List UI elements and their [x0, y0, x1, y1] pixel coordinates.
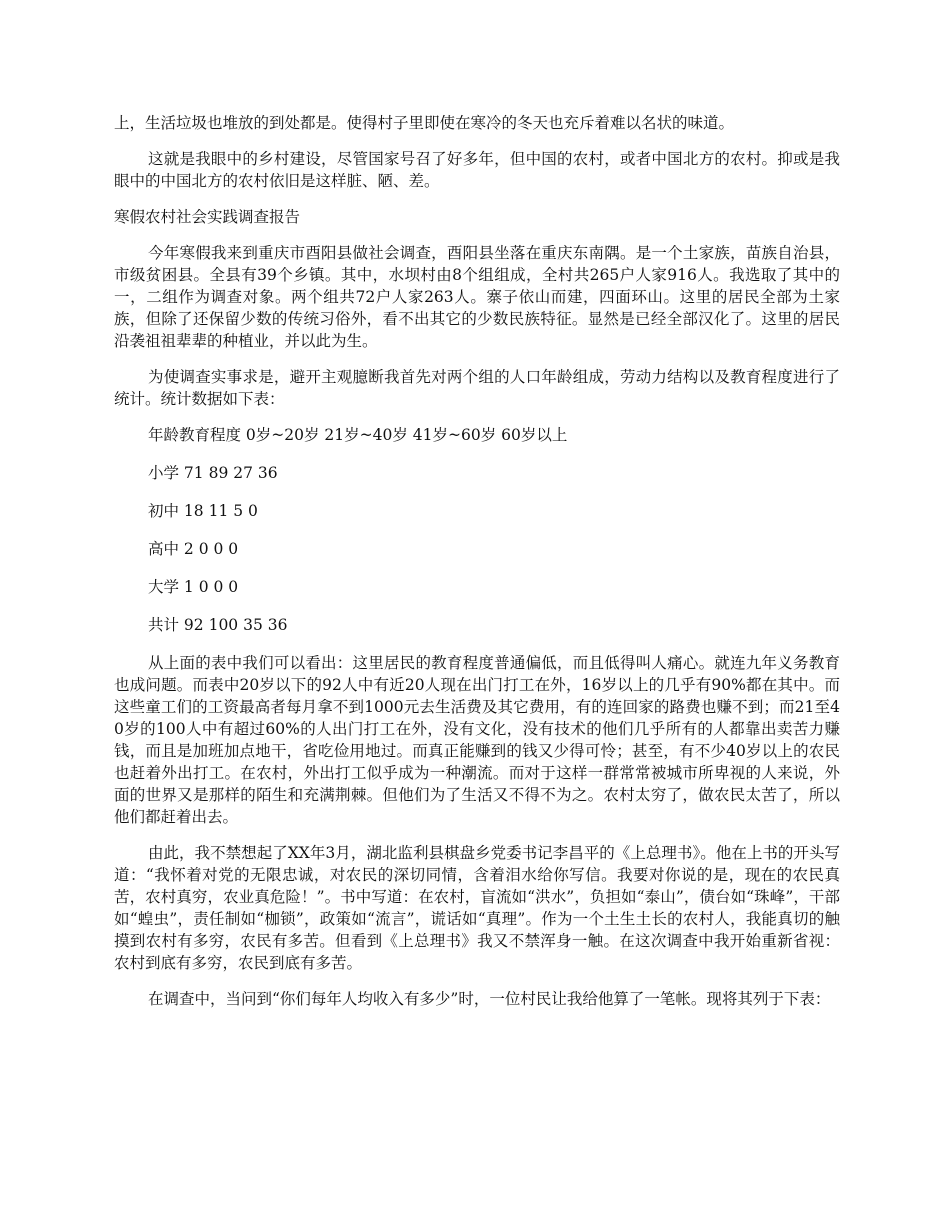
section-title: 寒假农村社会实践调查报告 [114, 208, 301, 226]
paragraph-analysis: 从上面的表中我们可以看出：这里居民的教育程度普通偏低，而且低得叫人痛心。就连九年义务教育也成问题。而表中20岁以下的92人中有近20人现在出门打工在外，16岁以上的几乎有90%都在其中。而这些童工们的工资最高者每月拿不到1000元去生活费及其它费用，有的连回家的路费也赚不到；而21至40岁的100人中有超过60%的人出门打工在外，没有文化，没有技术的他们几乎所有的人都靠出卖苦力赚钱，而且是加班加点地干，省吃俭用地过。而真正能赚到的钱又少得可怜；甚至，有不少40岁以上的农民也赶着外出打工。在农村，外出打工似乎成为一种潮流。而对于这样一群常常被城市所卑视的人来说，外面的世界又是那样的陌生和充满荆棘。但他们为了生活又不得不为之。农村太穷了，做农民太苦了，所以他们都赶着出去。 [114, 654, 840, 826]
table-row: 高中 2 0 0 0 [148, 540, 239, 558]
statistics-table [114, 424, 840, 636]
table-row: 大学 1 0 0 0 [148, 578, 239, 596]
table-row: 小学 71 89 27 36 [148, 464, 278, 482]
table-row: 年龄教育程度 0岁~20岁 21岁~40岁 41岁~60岁 60岁以上 [148, 426, 568, 444]
document-page [114, 112, 840, 1024]
paragraph-survey-location: 今年寒假我来到重庆市酉阳县做社会调查，酉阳县坐落在重庆东南隅。是一个土家族，苗族自治县，市级贫困县。全县有39个乡镇。其中，水坝村由8个组组成，全村共265户人家916人。我选取了其中的一，二组作为调查对象。两个组共72户人家263人。寨子依山而建，四面环山。这里的居民全部为土家族，但除了还保留少数的传统习俗外，看不出其它的少数民族特征。显然是已经全部汉化了。这里的居民沿袭祖祖辈辈的种植业，并以此为生。 [114, 244, 840, 350]
paragraph-income-question: 在调查中，当问到“你们每年人均收入有多少”时，一位村民让我给他算了一笔帐。现将其列于下表： [148, 990, 831, 1008]
paragraph-top: 上，生活垃圾也堆放的到处都是。使得村子里即使在寒冷的冬天也充斥着难以名状的味道。 [114, 114, 735, 132]
paragraph-letter-to-premier: 由此，我不禁想起了XX年3月，湖北监利县棋盘乡党委书记李昌平的《上总理书》。他在上书的开头写道：“我怀着对党的无限忠诚，对农民的深切同情，含着泪水给你写信。我要对你说的是，现在的农民真苦，农村真穷，农业真危险！”。书中写道：在农村，盲流如“洪水”，负担如“泰山”，债台如“珠峰”，干部如“蝗虫”，责任制如“枷锁”，政策如“流言”，谎话如“真理”。作为一个土生土长的农村人，我能真切的触摸到农村有多穷，农民有多苦。但看到《上总理书》我又不禁浑身一触。在这次调查中我开始重新省视：农村到底有多穷，农民到底有多苦。 [114, 844, 840, 972]
table-row: 共计 92 100 35 36 [148, 616, 288, 634]
paragraph-village-construction: 这就是我眼中的乡村建设，尽管国家号召了好多年，但中国的农村，或者中国北方的农村。抑或是我眼中的中国北方的农村依旧是这样脏、陋、差。 [114, 150, 840, 190]
paragraph-survey-method: 为使调查实事求是，避开主观臆断我首先对两个组的人口年龄组成，劳动力结构以及教育程度进行了统计。统计数据如下表： [114, 368, 840, 408]
table-row: 初中 18 11 5 0 [148, 502, 258, 520]
